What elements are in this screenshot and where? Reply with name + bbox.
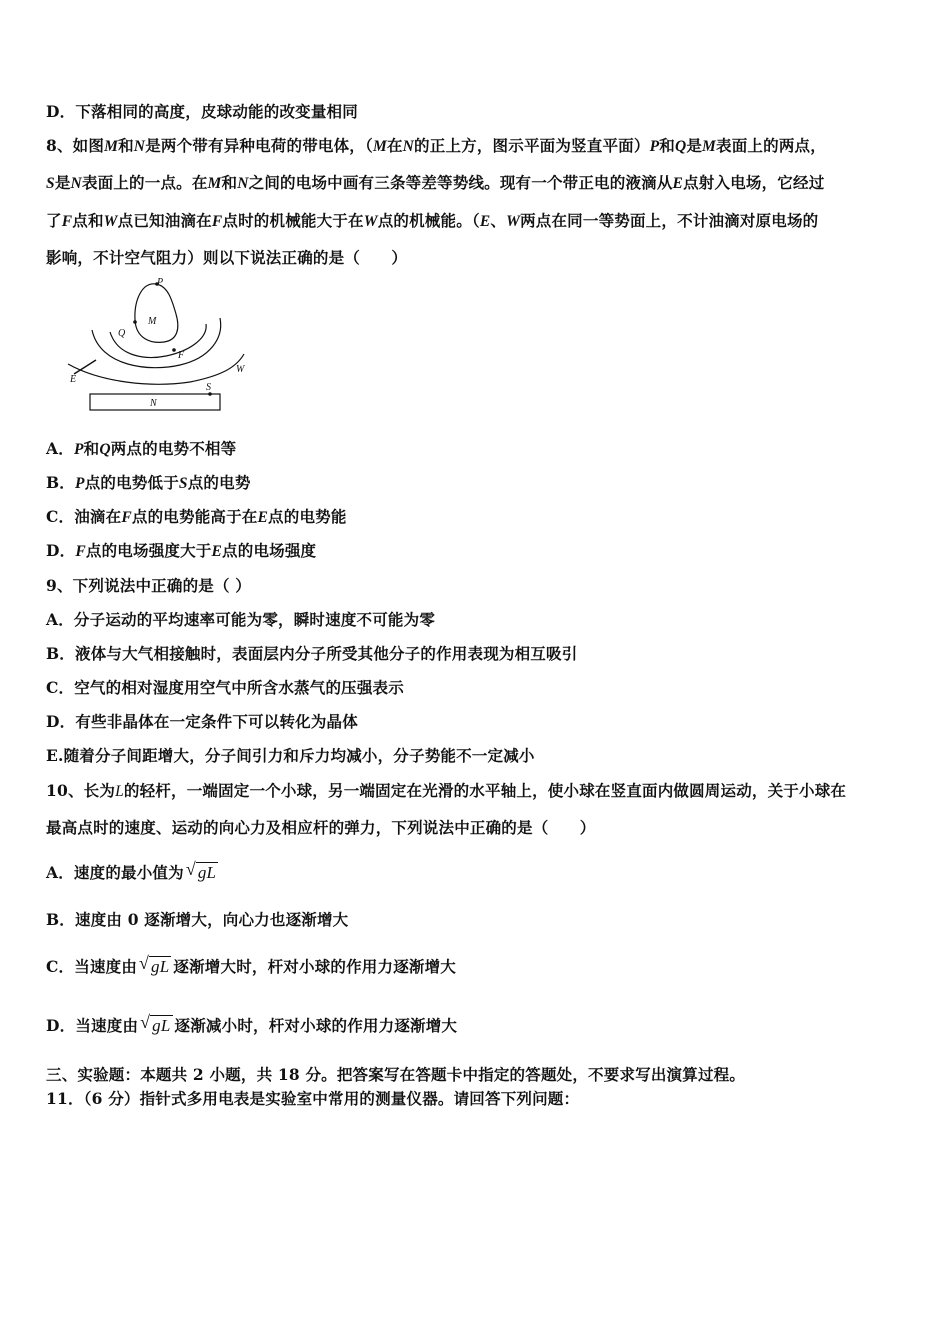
q9-stem: 9、下列说法中正确的是（ ） bbox=[46, 576, 251, 595]
section-3-heading: 三、实验题：本题共 2 小题，共 18 分。把答案写在答题卡中指定的答题处，不要求写出演算过程。 bbox=[46, 1065, 746, 1084]
q9-option-e: E.随着分子间距增大，分子间引力和斥力均减小，分子势能不一定减小 bbox=[46, 746, 535, 765]
q9-option-c: C．空气的相对湿度用空气中所含水蒸气的压强表示 bbox=[46, 678, 404, 697]
q9-option-b: B．液体与大气相接触时，表面层内分子所受其他分子的作用表现为相互吸引 bbox=[46, 644, 578, 663]
q9-option-a: A．分子运动的平均速率可能为零，瞬时速度不可能为零 bbox=[46, 610, 436, 629]
q10-option-c: C．当速度由 √ gL 逐渐增大时，杆对小球的作用力逐渐增大 bbox=[46, 953, 457, 976]
label-P: P bbox=[157, 277, 164, 288]
q8-line3: 了F点和W点已知油滴在F点时的机械能大于在W点的机械能。（E、W两点在同一等势面上，不计油滴对原电场的 bbox=[46, 211, 819, 230]
q10-option-a: A．速度的最小值为 √ gL bbox=[46, 859, 217, 882]
sqrt-gL: √ gL bbox=[185, 859, 217, 882]
q10-option-d: D．当速度由 √ gL 逐渐减小时，杆对小球的作用力逐渐增大 bbox=[46, 1012, 458, 1035]
label-Q: Q bbox=[118, 328, 126, 339]
label-E: E bbox=[70, 374, 77, 385]
q10-option-b: B．速度由 0 逐渐增大，向心力也逐渐增大 bbox=[46, 910, 349, 929]
point-Q-dot bbox=[133, 320, 137, 324]
q8-option-a: A．P和Q两点的电势不相等 bbox=[46, 439, 237, 458]
q10-line2: 最高点时的速度、运动的向心力及相应杆的弹力，下列说法中正确的是（ ） bbox=[46, 818, 596, 837]
label-N: N bbox=[150, 398, 157, 409]
label-W: W bbox=[236, 364, 245, 375]
q8-line2: S是N表面上的一点。在M和N之间的电场中画有三条等差等势线。现有一个带正电的液滴从E点射入电场，它经过 bbox=[46, 173, 825, 192]
q8-option-c: C．油滴在F点的电势能高于在E点的电势能 bbox=[46, 507, 347, 526]
option-d-prev: D．下落相同的高度，皮球动能的改变量相同 bbox=[46, 102, 358, 121]
q8-option-b: B．P点的电势低于S点的电势 bbox=[46, 473, 251, 492]
label-M: M bbox=[148, 316, 157, 327]
q8-option-d: D．F点的电场强度大于E点的电场强度 bbox=[46, 541, 317, 560]
q11-stem: 11．（6 分）指针式多用电表是实验室中常用的测量仪器。请回答下列问题： bbox=[46, 1089, 580, 1108]
label-S: S bbox=[206, 382, 211, 393]
sqrt-gL: √ gL bbox=[140, 1012, 171, 1035]
q8-line4: 影响，不计空气阻力）则以下说法正确的是（ ） bbox=[46, 248, 408, 267]
equipotential-3 bbox=[68, 354, 244, 384]
body-M bbox=[135, 284, 178, 343]
q10-line1: 10、长为L的轻杆，一端固定一个小球，另一端固定在光滑的水平轴上，使小球在竖直面内做圆周运动，关于小球在 bbox=[46, 781, 847, 800]
q8-line1: 8、如图M和N是两个带有异种电荷的带电体，（M在N的正上方，图示平面为竖直平面）P和Q是M表面上的两点， bbox=[46, 136, 826, 155]
q9-option-d: D．有些非晶体在一定条件下可以转化为晶体 bbox=[46, 712, 358, 731]
label-F: F bbox=[178, 350, 185, 361]
field-diagram bbox=[60, 272, 260, 417]
point-F-dot bbox=[172, 348, 176, 352]
sqrt-gL: √ gL bbox=[139, 953, 170, 976]
